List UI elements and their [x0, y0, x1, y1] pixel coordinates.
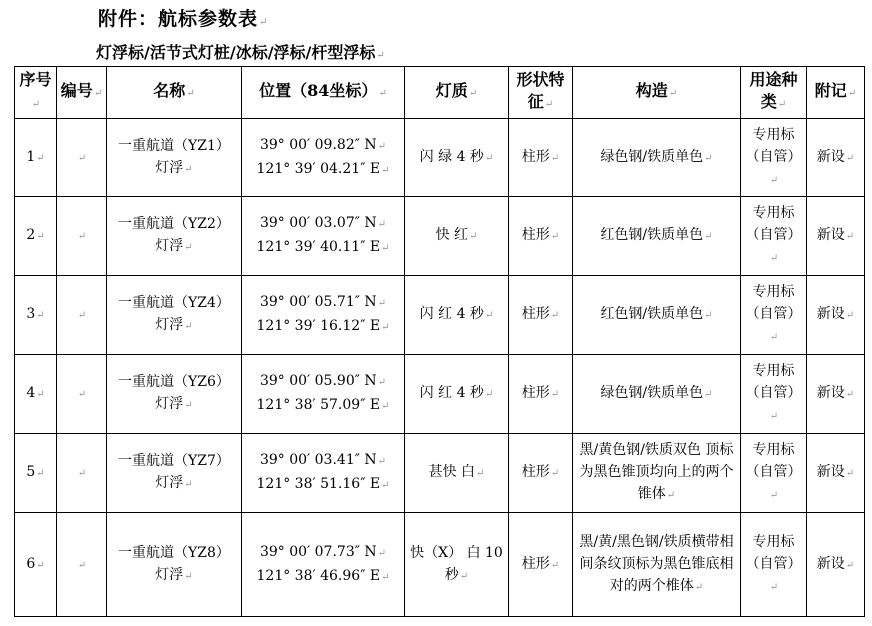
cell-shape: 柱形↵ — [509, 276, 573, 355]
cell-structure: 红色钢/铁质单色↵ — [573, 276, 741, 355]
cell-usage: 专用标（自管）↵ — [741, 513, 807, 617]
cell-seq: 2↵ — [15, 197, 57, 276]
cell-shape: 柱形↵ — [509, 119, 573, 197]
return-mark-icon: ↵ — [381, 322, 390, 333]
cell-usage: 专用标（自管）↵ — [741, 197, 807, 276]
cell-code — [57, 513, 107, 617]
return-mark-icon: ↵ — [77, 231, 87, 242]
header-structure: 构造↵ — [573, 67, 741, 119]
return-mark-icon: ↵ — [769, 332, 779, 343]
return-mark-icon: ↵ — [845, 389, 855, 400]
cell-name: 一重航道（YZ8） 灯浮↵ — [107, 513, 242, 617]
cell-position: 39° 00′ 05.90″ N↵ 121° 38′ 57.09″ E↵ — [242, 355, 405, 434]
cell-note: 新设↵ — [807, 119, 865, 197]
return-mark-icon: ↵ — [769, 411, 779, 422]
return-mark-icon: ↵ — [704, 231, 713, 242]
return-mark-icon: ↵ — [377, 547, 387, 559]
cell-name: 一重航道（YZ6） 灯浮↵ — [107, 355, 242, 434]
cell-name: 一重航道（YZ4） 灯浮↵ — [107, 276, 242, 355]
header-name: 名称↵ — [107, 67, 242, 119]
cell-structure: 红色钢/铁质单色↵ — [573, 197, 741, 276]
return-mark-icon: ↵ — [377, 140, 387, 152]
table-row — [15, 434, 865, 513]
cell-seq: 1↵ — [15, 119, 57, 197]
return-mark-icon: ↵ — [184, 570, 193, 582]
return-mark-icon: ↵ — [484, 310, 494, 321]
return-mark-icon: ↵ — [550, 389, 560, 400]
return-mark-icon: ↵ — [704, 310, 713, 321]
return-mark-icon: ↵ — [36, 231, 45, 242]
return-mark-icon: ↵ — [184, 163, 193, 175]
cell-code — [57, 119, 107, 197]
return-mark-icon: ↵ — [484, 389, 494, 400]
return-mark-icon: ↵ — [36, 152, 45, 164]
return-mark-icon: ↵ — [469, 231, 478, 242]
header-seq: 序号↵ — [15, 67, 57, 119]
cell-light: 快（X） 白 10秒↵ — [405, 513, 509, 617]
return-mark-icon: ↵ — [184, 321, 193, 332]
return-mark-icon: ↵ — [259, 17, 269, 28]
cell-light: 快 红↵ — [405, 197, 509, 276]
header-position: 位置（84坐标）↵ — [242, 67, 405, 119]
cell-seq: 5↵ — [15, 434, 57, 513]
document-title: 附件：航标参数表↵ — [98, 8, 269, 30]
cell-position: 39° 00′ 09.82″ N↵ 121° 39′ 04.21″ E↵ — [242, 119, 405, 197]
return-mark-icon: ↵ — [31, 99, 41, 110]
return-mark-icon: ↵ — [376, 50, 385, 61]
return-mark-icon: ↵ — [77, 389, 87, 400]
return-mark-icon: ↵ — [459, 570, 469, 582]
return-mark-icon: ↵ — [769, 253, 779, 264]
cell-usage: 专用标（自管）↵ — [741, 434, 807, 513]
cell-position: 39° 00′ 03.41″ N↵ 121° 38′ 51.16″ E↵ — [242, 434, 405, 513]
cell-code — [57, 434, 107, 513]
table-row — [15, 276, 865, 355]
cell-light: 甚快 白↵ — [405, 434, 509, 513]
header-shape: 形状特征↵ — [509, 67, 573, 119]
table-row — [15, 197, 865, 276]
aids-to-navigation-table — [14, 66, 865, 617]
cell-seq: 4↵ — [15, 355, 57, 434]
table-row — [15, 513, 865, 617]
cell-note: 新设↵ — [807, 434, 865, 513]
return-mark-icon: ↵ — [845, 310, 855, 321]
return-mark-icon: ↵ — [77, 310, 87, 321]
return-mark-icon: ↵ — [704, 389, 713, 400]
return-mark-icon: ↵ — [484, 152, 494, 164]
return-mark-icon: ↵ — [93, 88, 103, 99]
return-mark-icon: ↵ — [381, 401, 390, 412]
cell-shape: 柱形↵ — [509, 355, 573, 434]
cell-structure: 黑/黄/黑色钢/铁质横带相间条纹顶标为黑色锥底相对的两个椎体↵ — [573, 513, 741, 617]
cell-light: 闪 绿 4 秒↵ — [405, 119, 509, 197]
return-mark-icon: ↵ — [769, 174, 779, 186]
return-mark-icon: ↵ — [769, 490, 779, 501]
return-mark-icon: ↵ — [666, 490, 676, 501]
return-mark-icon: ↵ — [847, 88, 857, 99]
header-light: 灯质↵ — [405, 67, 509, 119]
return-mark-icon: ↵ — [845, 468, 855, 479]
return-mark-icon: ↵ — [77, 559, 87, 571]
cell-note: 新设↵ — [807, 513, 865, 617]
return-mark-icon: ↵ — [36, 468, 45, 479]
return-mark-icon: ↵ — [550, 468, 560, 479]
cell-note: 新设↵ — [807, 197, 865, 276]
cell-code — [57, 276, 107, 355]
return-mark-icon: ↵ — [381, 571, 390, 583]
return-mark-icon: ↵ — [377, 456, 387, 467]
return-mark-icon: ↵ — [777, 99, 787, 110]
cell-position: 39° 00′ 03.07″ N↵ 121° 39′ 40.11″ E↵ — [242, 197, 405, 276]
cell-shape: 柱形↵ — [509, 197, 573, 276]
return-mark-icon: ↵ — [77, 468, 87, 479]
return-mark-icon: ↵ — [694, 581, 704, 593]
return-mark-icon: ↵ — [381, 243, 390, 254]
return-mark-icon: ↵ — [36, 310, 45, 321]
cell-structure: 黑/黄色钢/铁质双色 顶标为黑色锥顶均向上的两个锥体↵ — [573, 434, 741, 513]
cell-name: 一重航道（YZ7） 灯浮↵ — [107, 434, 242, 513]
return-mark-icon: ↵ — [36, 559, 45, 571]
return-mark-icon: ↵ — [377, 377, 387, 388]
return-mark-icon: ↵ — [845, 559, 855, 571]
header-note: 附记↵ — [807, 67, 865, 119]
return-mark-icon: ↵ — [184, 400, 193, 411]
return-mark-icon: ↵ — [381, 480, 390, 491]
return-mark-icon: ↵ — [704, 152, 713, 164]
header-row — [15, 67, 865, 119]
cell-position: 39° 00′ 07.73″ N↵ 121° 38′ 46.96″ E↵ — [242, 513, 405, 617]
return-mark-icon: ↵ — [550, 231, 560, 242]
return-mark-icon: ↵ — [186, 88, 195, 99]
cell-note: 新设↵ — [807, 355, 865, 434]
cell-light: 闪 红 4 秒↵ — [405, 276, 509, 355]
table-row — [15, 355, 865, 434]
return-mark-icon: ↵ — [845, 152, 855, 164]
return-mark-icon: ↵ — [550, 152, 560, 164]
cell-usage: 专用标（自管）↵ — [741, 119, 807, 197]
cell-name: 一重航道（YZ1） 灯浮↵ — [107, 119, 242, 197]
header-code: 编号↵ — [57, 67, 107, 119]
return-mark-icon: ↵ — [769, 581, 779, 593]
cell-light: 闪 红 4 秒↵ — [405, 355, 509, 434]
return-mark-icon: ↵ — [36, 389, 45, 400]
return-mark-icon: ↵ — [550, 310, 560, 321]
cell-seq: 3↵ — [15, 276, 57, 355]
cell-usage: 专用标（自管）↵ — [741, 355, 807, 434]
return-mark-icon: ↵ — [77, 152, 87, 164]
cell-position: 39° 00′ 05.71″ N↵ 121° 39′ 16.12″ E↵ — [242, 276, 405, 355]
return-mark-icon: ↵ — [381, 164, 390, 176]
cell-seq: 6↵ — [15, 513, 57, 617]
cell-code — [57, 355, 107, 434]
return-mark-icon: ↵ — [845, 231, 855, 242]
cell-note: 新设↵ — [807, 276, 865, 355]
return-mark-icon: ↵ — [377, 219, 387, 230]
document-subtitle: 灯浮标/活节式灯桩/冰标/浮标/杆型浮标↵ — [96, 43, 385, 62]
cell-structure: 绿色钢/铁质单色↵ — [573, 119, 741, 197]
header-usage: 用途种类↵ — [741, 67, 807, 119]
cell-shape: 柱形↵ — [509, 513, 573, 617]
cell-usage: 专用标（自管）↵ — [741, 276, 807, 355]
return-mark-icon: ↵ — [184, 479, 193, 490]
return-mark-icon: ↵ — [377, 298, 387, 309]
cell-structure: 绿色钢/铁质单色↵ — [573, 355, 741, 434]
return-mark-icon: ↵ — [378, 88, 387, 99]
return-mark-icon: ↵ — [544, 99, 554, 110]
cell-code — [57, 197, 107, 276]
return-mark-icon: ↵ — [668, 88, 678, 99]
table-row — [15, 119, 865, 197]
return-mark-icon: ↵ — [184, 242, 193, 253]
cell-name: 一重航道（YZ2） 灯浮↵ — [107, 197, 242, 276]
return-mark-icon: ↵ — [476, 468, 485, 479]
return-mark-icon: ↵ — [468, 88, 478, 99]
cell-shape: 柱形↵ — [509, 434, 573, 513]
return-mark-icon: ↵ — [550, 559, 560, 571]
